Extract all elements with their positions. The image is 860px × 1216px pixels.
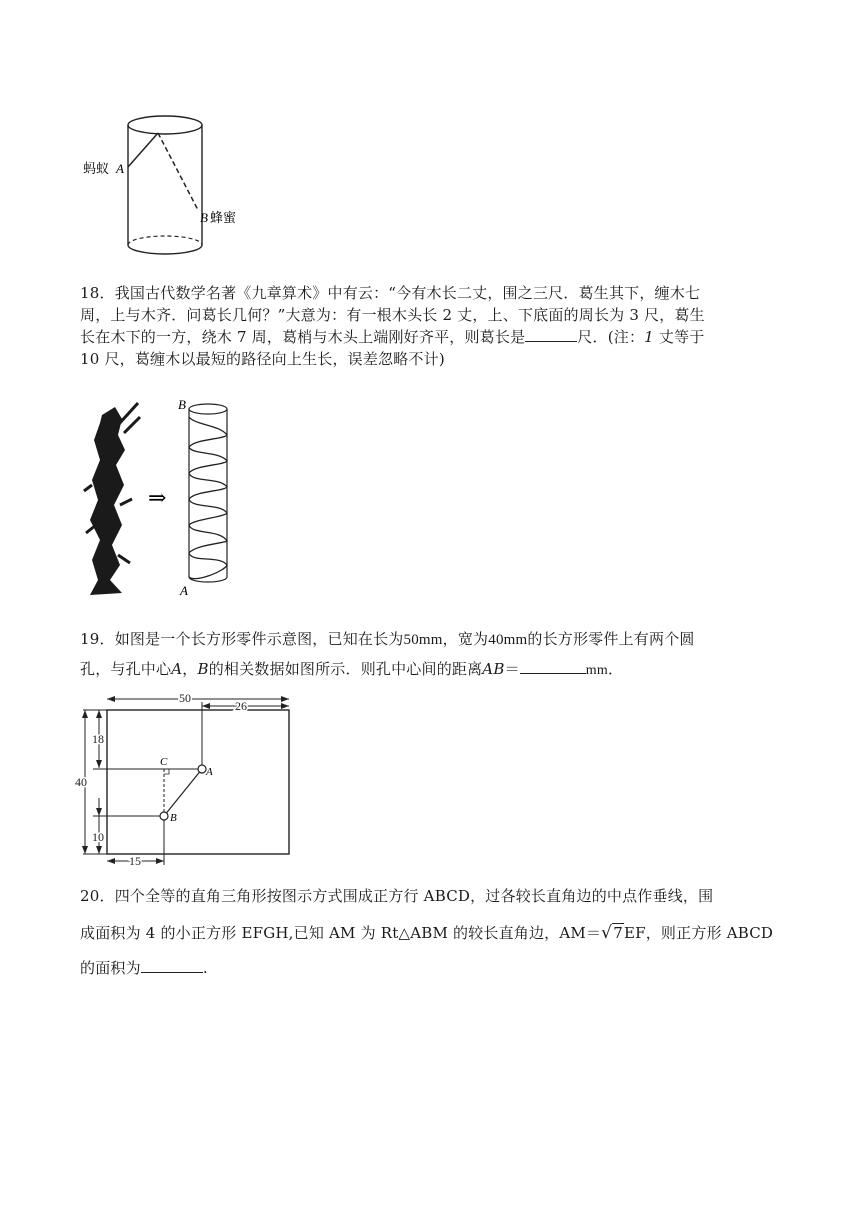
cylinder-ant-figure <box>80 105 260 265</box>
q20-line3: 的面积为 . <box>80 959 208 977</box>
q20-line2: 成面积为 4 的小正方形 EFGH,已知 AM 为 Rt△ABM 的较长直角边，AM＝√7EF，则正方形 ABCD <box>80 923 774 943</box>
q20-number: 20． <box>80 887 115 905</box>
vine-point-a: A <box>180 583 188 598</box>
honey-label: 蜂蜜 <box>210 210 237 225</box>
q18-line3: 长在木下的一方，绕木 7 周，葛梢与木头上端刚好齐平，则葛长是 尺．(注：1 丈等于 <box>80 328 705 346</box>
q19-line1: 19．如图是一个长方形零件示意图，已知在长为50mm，宽为40mm的长方形零件上有两个圆 <box>80 630 695 648</box>
q18-line2: 周，上与木齐．问葛长几何？”大意为：有一根木头长 2 丈，上、下底面的周长为 3 尺，葛生 <box>80 306 705 324</box>
vine-cylinder-figure <box>80 395 250 605</box>
point-a-label: A <box>116 161 124 176</box>
transform-arrow: ⇒ <box>148 485 167 510</box>
dim-26: 26 <box>235 699 247 713</box>
answer-blank[interactable] <box>141 958 203 973</box>
q19-line2: 孔，与孔中心A，B的相关数据如图所示．则孔中心间的距离AB＝ mm． <box>80 660 624 678</box>
vine-point-b: B <box>178 397 186 412</box>
q20-line1: 20．四个全等的直角三角形按图示方式围成正方行 ABCD，过各较长直角边的中点作垂线，围 <box>80 887 714 905</box>
point-b-label: B <box>200 210 208 225</box>
q18-line1: 18．我国古代数学名著《九章算术》中有云：“今有木长二丈，围之三尺．葛生其下，缠木七 <box>80 284 701 302</box>
q18-number: 18． <box>80 284 115 302</box>
answer-blank[interactable] <box>525 327 577 342</box>
point-c-label: C <box>160 756 168 768</box>
dim-15: 15 <box>129 854 141 865</box>
dim-18: 18 <box>92 732 104 746</box>
answer-blank[interactable] <box>520 659 586 674</box>
q19-number: 19． <box>80 630 115 648</box>
point-a-label: A <box>206 766 213 778</box>
ant-label: 蚂蚁 <box>83 161 110 176</box>
point-b-label: B <box>170 812 177 824</box>
q18-line4: 10 尺，葛缠木以最短的路径向上生长，误差忽略不计) <box>80 350 445 368</box>
rectangle-part-figure <box>75 690 295 865</box>
dim-40: 40 <box>75 775 87 789</box>
dim-50: 50 <box>179 691 191 705</box>
dim-10: 10 <box>92 830 104 844</box>
sqrt-symbol: √ <box>601 923 613 943</box>
